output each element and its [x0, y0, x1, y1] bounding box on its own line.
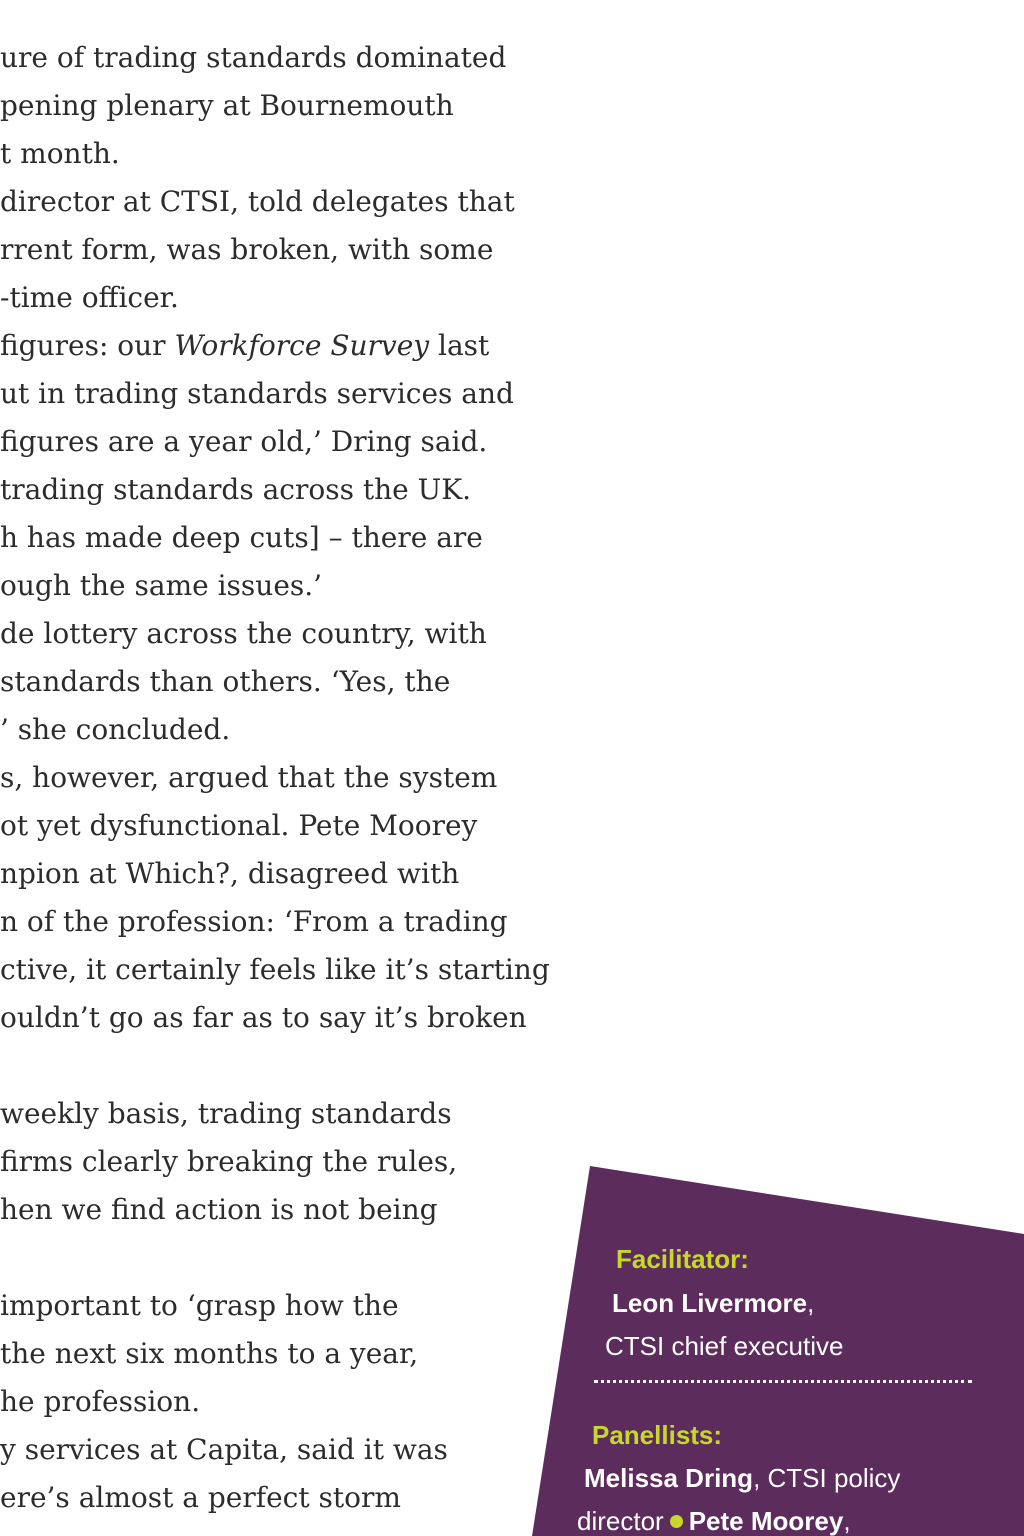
article-line: rrent form, was broken, with some	[0, 233, 494, 266]
article-line: pening plenary at Bournemouth	[0, 89, 454, 122]
article-line: he profession.	[0, 1385, 201, 1418]
article-line	[0, 1042, 580, 1090]
article-line: ctive, it certainly feels like it’s starting	[0, 953, 550, 986]
panellist-comma: ,	[843, 1506, 851, 1536]
panellist-name: Pete Moorey	[688, 1506, 844, 1536]
panellist-line-2	[577, 1506, 851, 1536]
panellist-role: , CTSI policy	[753, 1463, 901, 1493]
article-line: -time officer.	[0, 281, 179, 314]
article-line: hen we find action is not being	[0, 1193, 438, 1226]
article-line: s, however, argued that the system	[0, 761, 498, 794]
facilitator-name: Leon Livermore	[612, 1288, 808, 1318]
article-line: ouldn’t go as far as to say it’s broken	[0, 1001, 527, 1034]
article-line-workforce	[0, 322, 580, 370]
article-line: ure of trading standards dominated	[0, 41, 507, 74]
article-line: important to ‘grasp how the	[0, 1289, 399, 1322]
article-line-end: last	[429, 329, 490, 362]
speakers-panel	[520, 1160, 1024, 1536]
article-line: trading standards across the UK.	[0, 473, 472, 506]
article-line: h has made deep cuts] – there are	[0, 521, 483, 554]
article-line: firms clearly breaking the rules,	[0, 1145, 458, 1178]
panellist-line-1	[584, 1463, 900, 1493]
article-line: npion at Which?, disagreed with	[0, 857, 460, 890]
article-line: figures are a year old,’ Dring said.	[0, 425, 488, 458]
article-line: ough the same issues.’	[0, 569, 323, 602]
bullet-icon	[670, 1515, 683, 1528]
panellist-name: Melissa Dring	[584, 1463, 754, 1493]
panellist-role: director	[577, 1506, 664, 1536]
workforce-survey-title: Workforce Survey	[174, 329, 430, 362]
panellists-heading: Panellists:	[592, 1420, 723, 1450]
facilitator-line	[612, 1288, 814, 1318]
article-line: standards than others. ‘Yes, the	[0, 665, 451, 698]
article-line: ere’s almost a perfect storm	[0, 1481, 401, 1514]
article-line: director at CTSI, told delegates that	[0, 185, 515, 218]
article-line: ’ she concluded.	[0, 713, 231, 746]
article-body	[0, 34, 580, 1522]
article-line: ut in trading standards services and	[0, 377, 514, 410]
article-line: ot yet dysfunctional. Pete Moorey	[0, 809, 478, 842]
facilitator-comma: ,	[807, 1288, 815, 1318]
article-line: y services at Capita, said it was	[0, 1433, 448, 1466]
article-line: de lottery across the country, with	[0, 617, 487, 650]
panel-divider	[594, 1380, 972, 1383]
article-line: n of the profession: ‘From a trading	[0, 905, 508, 938]
article-line: t month.	[0, 137, 120, 170]
facilitator-role: CTSI chief executive	[605, 1331, 844, 1361]
facilitator-heading: Facilitator:	[616, 1244, 749, 1274]
article-line-start: figures: our	[0, 329, 175, 362]
article-line: the next six months to a year,	[0, 1337, 419, 1370]
article-line: weekly basis, trading standards	[0, 1097, 452, 1130]
article-line	[0, 1234, 580, 1282]
